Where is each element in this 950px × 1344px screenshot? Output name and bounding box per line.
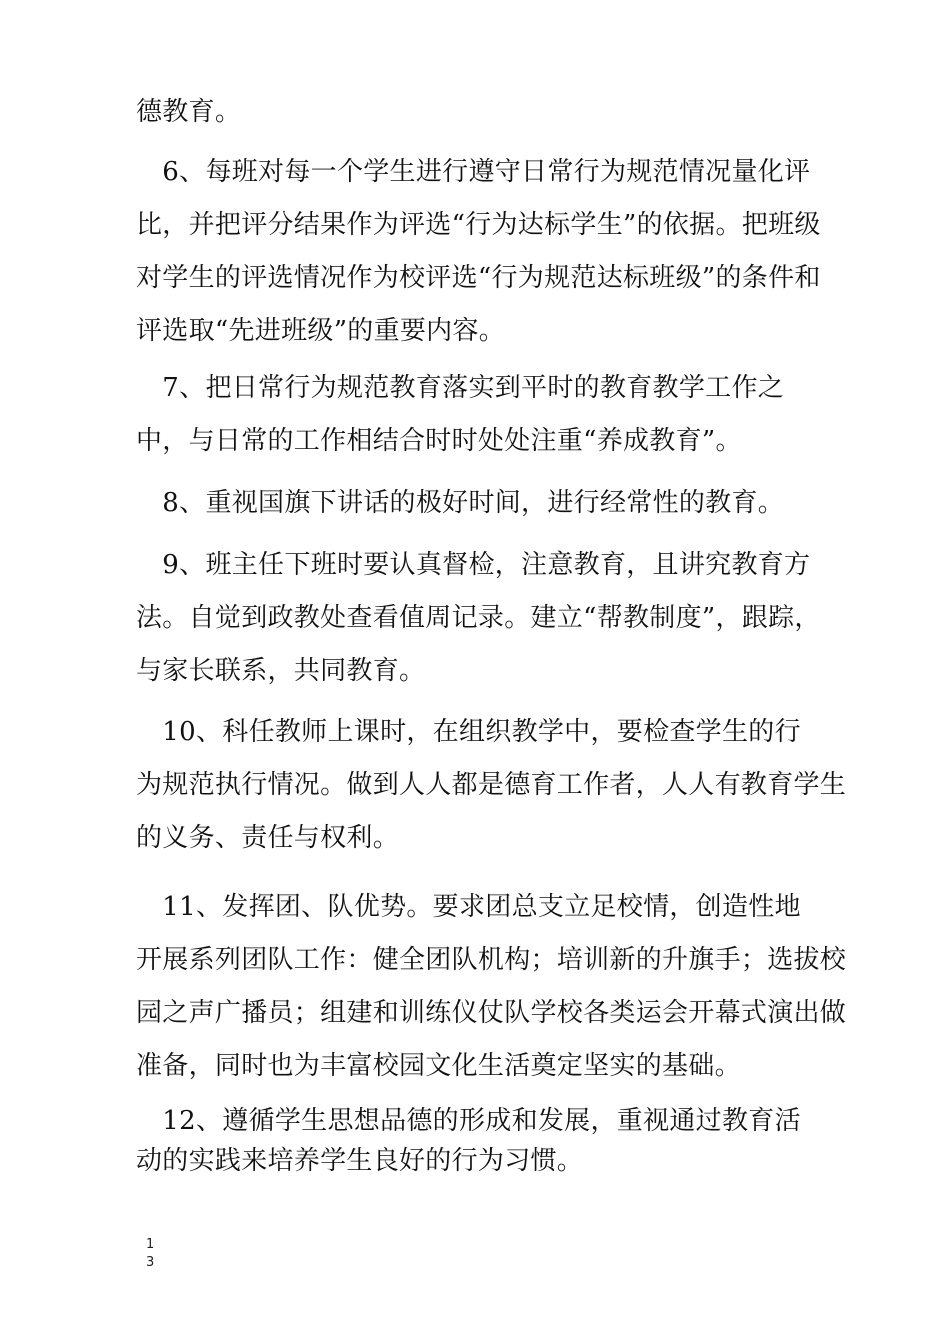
text-line: 与家长联系，共同教育。 bbox=[136, 656, 426, 686]
text-line: 德教育。 bbox=[136, 97, 242, 127]
text-line: 法。自觉到政教处查看值周记录。建立“帮教制度”，跟踪， bbox=[136, 603, 821, 633]
text-line: 的义务、责任与权利。 bbox=[136, 823, 400, 853]
text-line: 开展系列团队工作：健全团队机构；培训新的升旗手；选拔校 bbox=[136, 945, 847, 975]
page-number-digit-1: 1 bbox=[146, 1237, 155, 1252]
text-line: 为规范执行情况。做到人人都是德育工作者，人人有教育学生 bbox=[136, 770, 847, 800]
text-line: 10、科任教师上课时，在组织教学中，要检查学生的行 bbox=[136, 717, 801, 747]
text-line: 11、发挥团、队优势。要求团总支立足校情，创造性地 bbox=[136, 892, 801, 922]
text-line: 比，并把评分结果作为评选“行为达标学生”的依据。把班级 bbox=[136, 210, 821, 240]
paragraph-item-7 bbox=[136, 362, 826, 468]
text-line: 动的实践来培养学生良好的行为习惯。 bbox=[136, 1146, 584, 1176]
paragraph-continuation bbox=[136, 86, 826, 139]
paragraph-item-11 bbox=[136, 881, 847, 1093]
paragraph-item-10 bbox=[136, 706, 847, 865]
paragraph-item-9 bbox=[136, 539, 826, 698]
text-line: 评选取“先进班级”的重要内容。 bbox=[136, 316, 506, 346]
text-line: 6、每班对每一个学生进行遵守日常行为规范情况量化评 bbox=[136, 157, 811, 187]
text-line: 9、班主任下班时要认真督检，注意教育，且讲究教育方 bbox=[136, 550, 811, 580]
paragraph-item-12 bbox=[136, 1101, 826, 1181]
text-line: 准备，同时也为丰富校园文化生活奠定坚实的基础。 bbox=[136, 1051, 741, 1081]
text-line: 8、重视国旗下讲话的极好时间，进行经常性的教育。 bbox=[136, 488, 785, 518]
paragraph-item-6 bbox=[136, 146, 826, 358]
page-number-digit-2: 3 bbox=[146, 1255, 155, 1270]
text-line: 12、遵循学生思想品德的形成和发展，重视通过教育活 bbox=[136, 1106, 801, 1136]
paragraph-item-8 bbox=[136, 477, 826, 530]
text-line: 对学生的评选情况作为校评选“行为规范达标班级”的条件和 bbox=[136, 263, 821, 293]
text-line: 园之声广播员；组建和训练仪仗队学校各类运会开幕式演出做 bbox=[136, 998, 847, 1028]
text-line: 中，与日常的工作相结合时时处处注重“养成教育”。 bbox=[136, 426, 742, 456]
text-line: 7、把日常行为规范教育落实到平时的教育教学工作之 bbox=[136, 373, 785, 403]
